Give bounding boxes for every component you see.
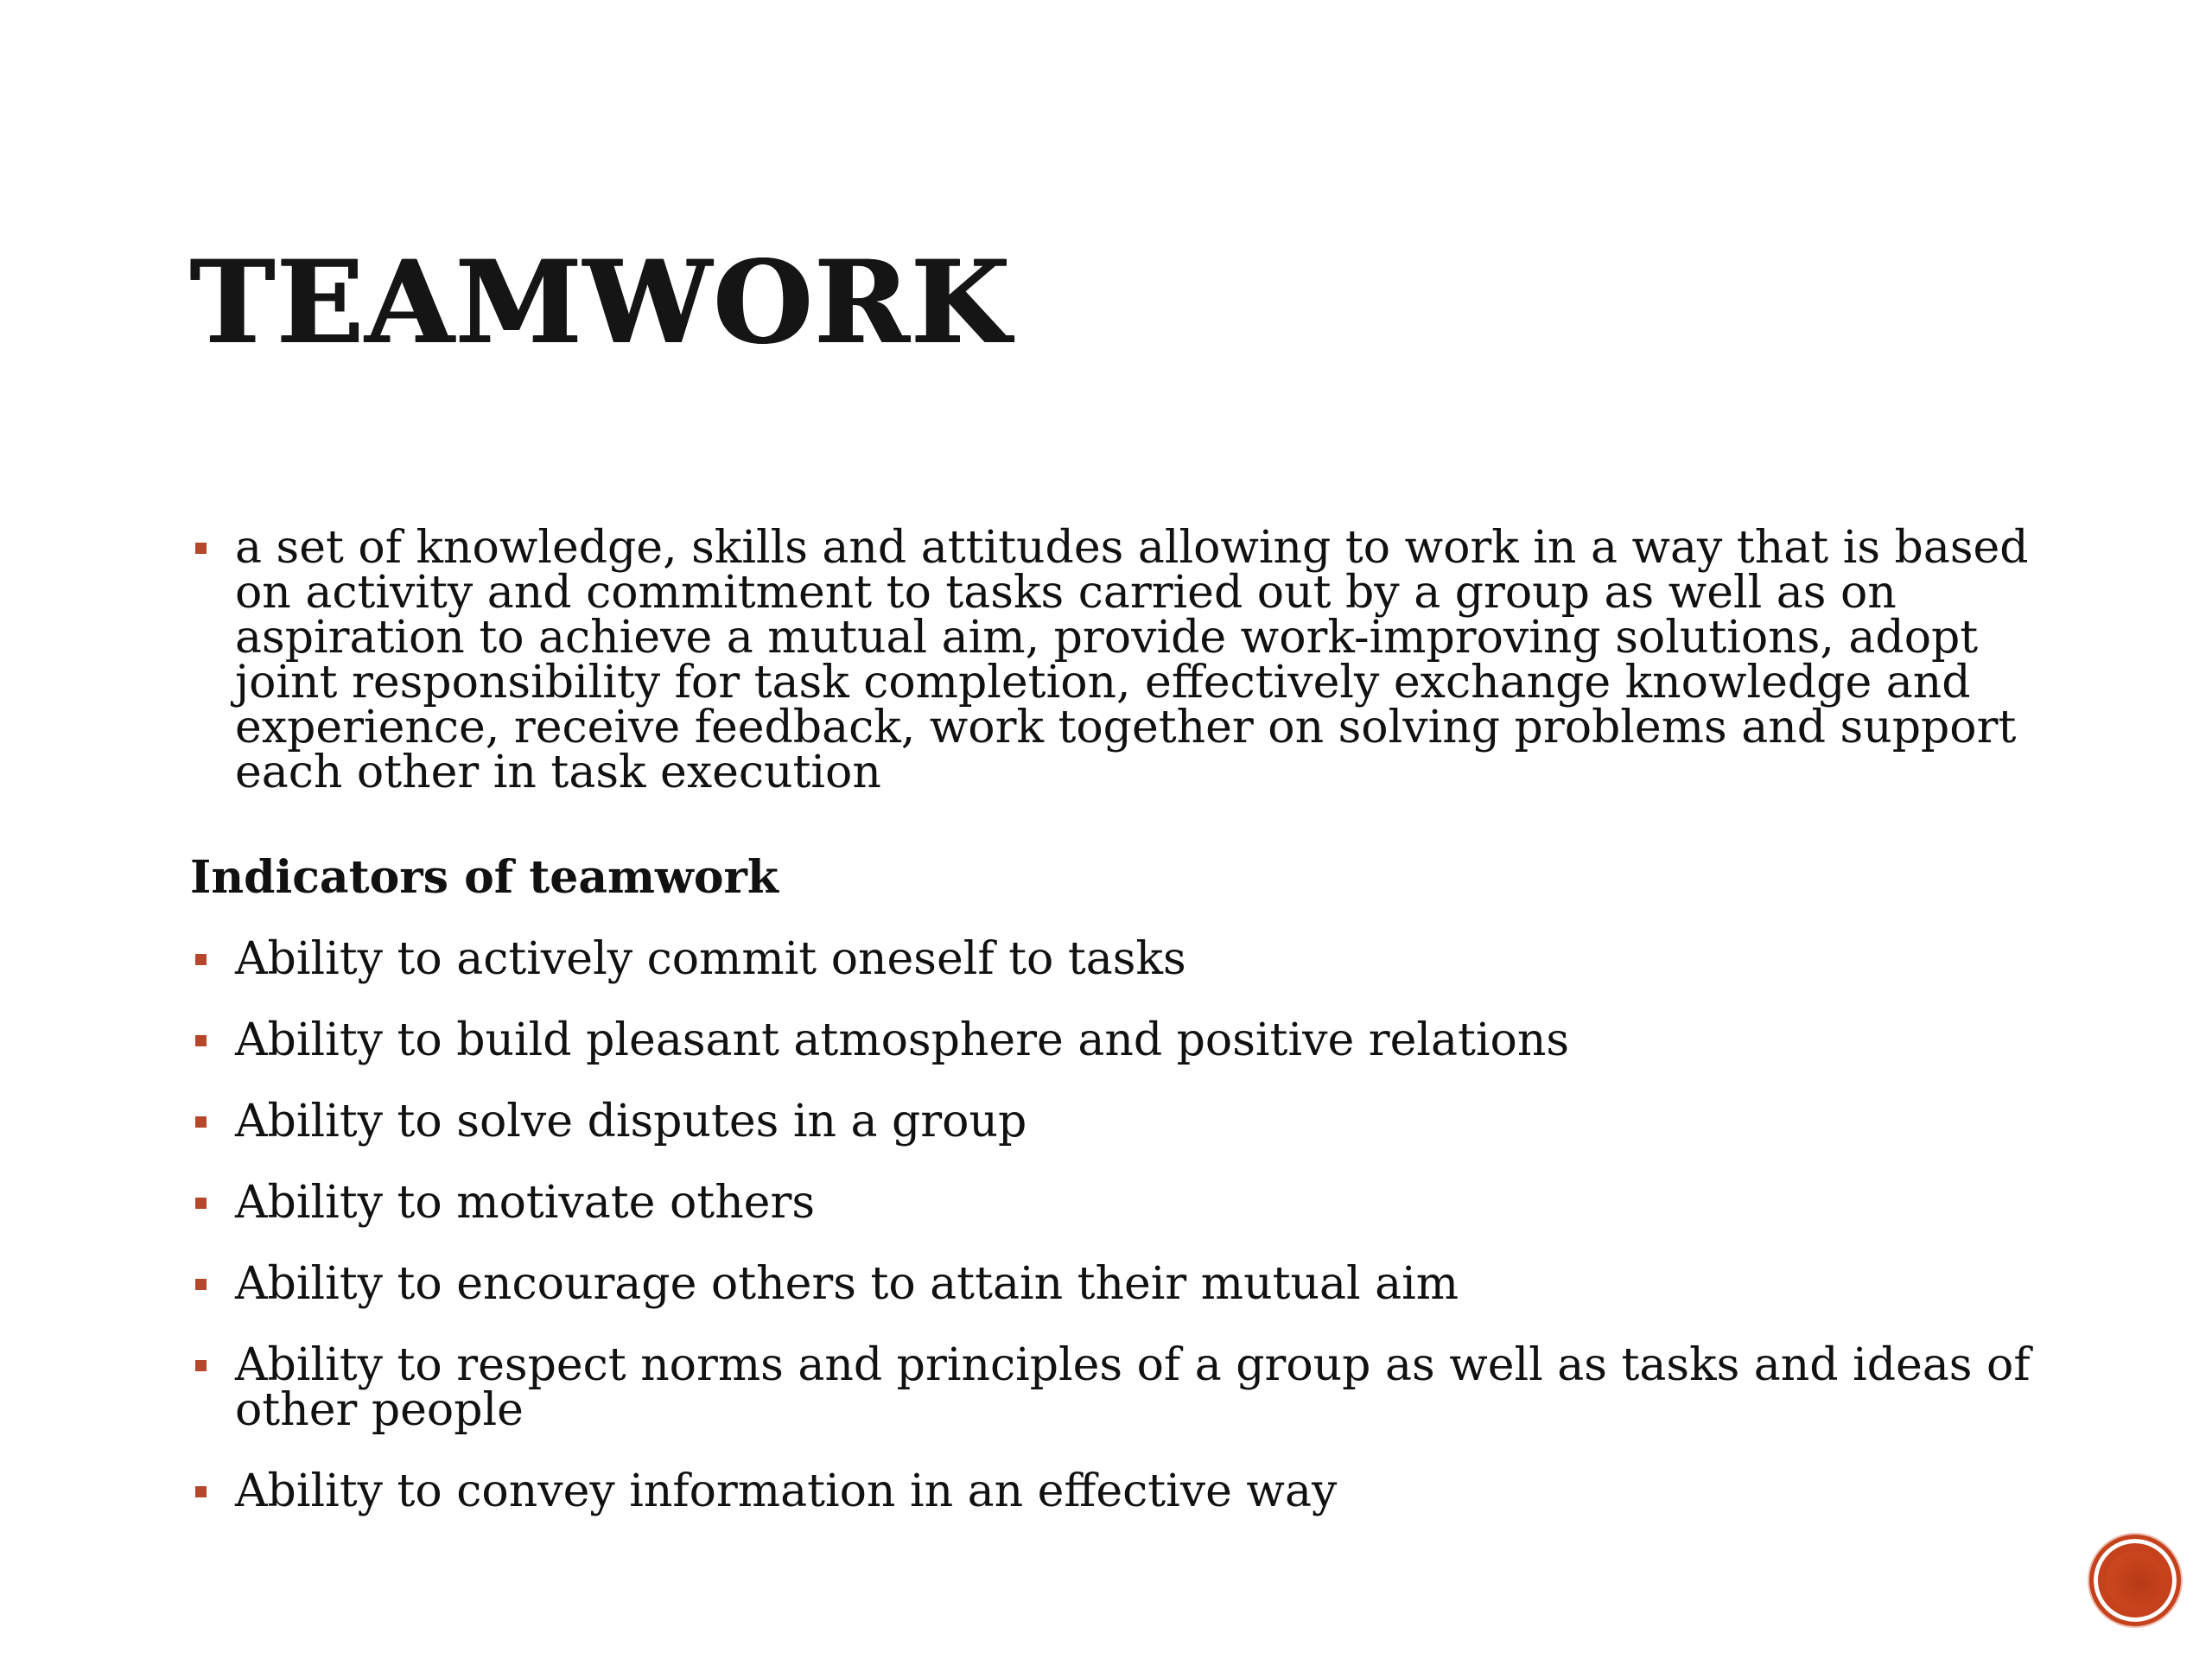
indicator-item (190, 1096, 2074, 1147)
slide-title: TEAMWORK (190, 236, 1013, 370)
indicator-item (190, 933, 2074, 985)
square-bullet-icon (195, 1035, 207, 1046)
indicator-item (190, 1177, 2074, 1229)
definition-item (190, 522, 2074, 798)
indicator-item (190, 1465, 2074, 1517)
indicator-item (190, 1258, 2074, 1310)
indicator-text: Ability to motivate others (235, 1177, 815, 1229)
indicator-item (190, 1014, 2074, 1066)
square-bullet-icon (195, 954, 207, 965)
indicator-text: Ability to build pleasant atmosphere and positive relations (235, 1014, 1570, 1066)
indicator-text: Ability to encourage others to attain their mutual aim (235, 1258, 1459, 1310)
square-bullet-icon (195, 543, 207, 554)
orange-circle-inner (2106, 1551, 2164, 1610)
square-bullet-icon (195, 1360, 207, 1371)
square-bullet-icon (195, 1116, 207, 1128)
indicator-text: Ability to actively commit oneself to tasks (235, 933, 1186, 985)
slide-body (190, 522, 2074, 1550)
indicator-text: Ability to convey information in an effective way (235, 1465, 1338, 1517)
indicator-text: Ability to solve disputes in a group (235, 1096, 1027, 1147)
indicators-heading: Indicators of teamwork (190, 851, 779, 904)
square-bullet-icon (195, 1486, 207, 1497)
definition-text: a set of knowledge, skills and attitudes allowing to work in a way that is based on activity and commitment to tasks carried out by a group as well as on aspiration to achieve a mutual aim, provide work-improving solutions, adopt joint responsibility for task completion, effectively exchange knowledge and experience, receive feedback, work together on solving problems and support each other in task execution (235, 522, 2029, 798)
indicator-text: Ability to respect norms and principles of a group as well as tasks and ideas of other people (235, 1339, 2031, 1436)
square-bullet-icon (195, 1279, 207, 1290)
indicators-list (190, 933, 2074, 1517)
indicator-item (190, 1339, 2074, 1436)
orange-circle-icon (2089, 1535, 2181, 1626)
square-bullet-icon (195, 1198, 207, 1209)
